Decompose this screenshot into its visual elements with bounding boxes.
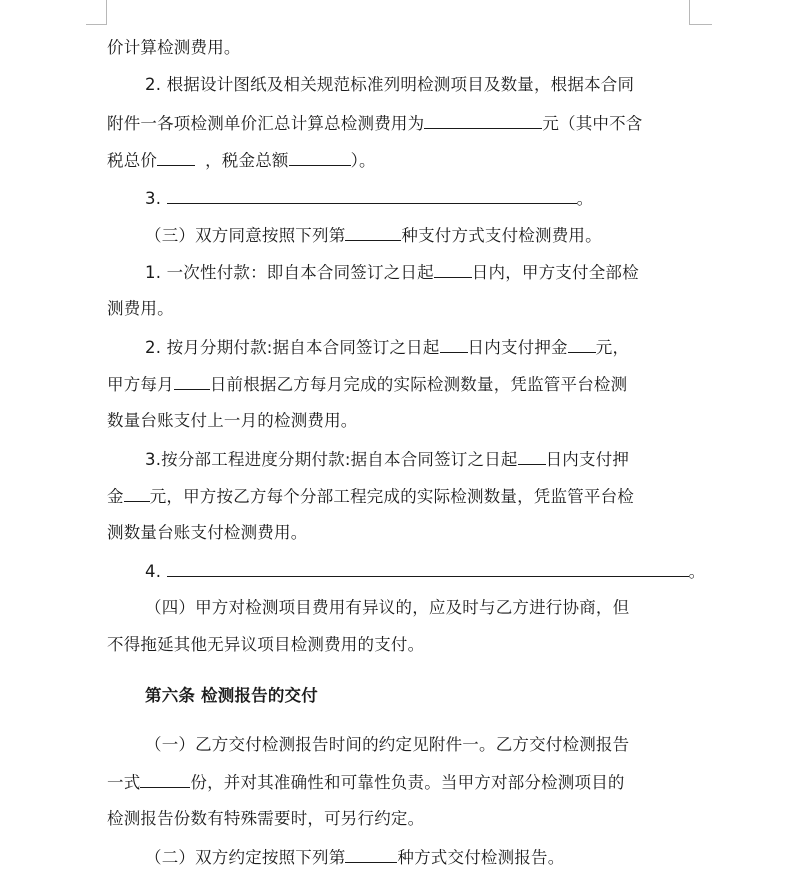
line-text: （二）双方约定按照下列第 <box>145 848 346 867</box>
line-text: 元（其中不含 <box>542 114 643 133</box>
line-text: 一式 <box>107 773 141 792</box>
line-text: 种支付方式支付检测费用。 <box>401 226 602 245</box>
fill-in-blank <box>345 845 397 863</box>
paragraph-line <box>107 484 634 509</box>
paragraph-line <box>107 148 376 173</box>
line-text: 4. <box>145 562 167 581</box>
line-text: 甲方每月 <box>107 375 174 394</box>
line-text: 。 <box>576 189 594 208</box>
fill-in-blank <box>124 484 150 502</box>
paragraph-line <box>145 845 564 870</box>
line-text: ，税金总额 <box>205 151 289 170</box>
paragraph-line <box>145 186 593 211</box>
line-text: 1. 一次性付款：即自本合同签订之日起 <box>145 263 434 282</box>
paragraph-line: 测费用。 <box>107 299 174 318</box>
paragraph-line: 测数量台账支付检测费用。 <box>107 523 308 542</box>
line-text: 日前根据乙方每月完成的实际检测数量，凭监管平台检测 <box>209 375 628 394</box>
fill-in-blank <box>424 111 542 129</box>
line-text: 份，并对其准确性和可靠性负责。当甲方对部分检测项目的 <box>190 773 625 792</box>
line-text: 元， <box>595 338 630 357</box>
paragraph-line: （一）乙方交付检测报告时间的约定见附件一。乙方交付检测报告 <box>145 735 630 754</box>
line-text: 金 <box>107 487 124 506</box>
paragraph-line <box>107 111 643 136</box>
paragraph-line <box>107 372 627 397</box>
fill-in-blank <box>140 770 190 788</box>
fill-in-blank <box>568 335 596 353</box>
fill-in-blank <box>289 148 351 166</box>
line-text: 日内支付押 <box>545 450 630 469</box>
line-text: ）。 <box>350 151 376 170</box>
paragraph-line <box>145 223 602 248</box>
paragraph-line <box>145 335 629 360</box>
fill-in-blank <box>434 260 472 278</box>
fill-in-blank <box>167 559 689 577</box>
paragraph-line: （四）甲方对检测项目费用有异议的，应及时与乙方进行协商，但 <box>145 598 630 617</box>
line-text: （三）双方同意按照下列第 <box>145 226 346 245</box>
line-text: 3. <box>145 189 167 208</box>
fill-in-blank <box>345 223 401 241</box>
line-text: 日内，甲方支付全部检 <box>471 263 639 282</box>
paragraph-line: 检测报告份数有特殊需要时，可另行约定。 <box>107 809 425 828</box>
paragraph-line <box>145 559 705 584</box>
section-heading: 第六条 检测报告的交付 <box>145 686 318 705</box>
fill-in-blank <box>518 447 546 465</box>
line-text: 种方式交付检测报告。 <box>397 848 565 867</box>
line-text: 。 <box>688 562 706 581</box>
line-text: 3.按分部工程进度分期付款:据自本合同签订之日起 <box>145 450 518 469</box>
line-text: 2. 按月分期付款:据自本合同签订之日起 <box>145 338 440 357</box>
paragraph-line: 价计算检测费用。 <box>107 38 241 57</box>
fill-in-blank <box>167 186 577 204</box>
line-text: 税总价 <box>107 151 158 170</box>
paragraph-line: 数量台账支付上一月的检测费用。 <box>107 411 358 430</box>
line-text: 元，甲方按乙方每个分部工程完成的实际检测数量，凭监管平台检 <box>149 487 635 506</box>
fill-in-blank <box>174 372 210 390</box>
line-text: 附件一各项检测单价汇总计算总检测费用为 <box>107 114 425 133</box>
paragraph-line <box>145 447 629 472</box>
line-text: 日内支付押金 <box>467 338 568 357</box>
paragraph-line <box>107 770 625 795</box>
paragraph-line: 2. 根据设计图纸及相关规范标准列明检测项目及数量，根据本合同 <box>145 75 635 94</box>
paragraph-line: 不得拖延其他无异议项目检测费用的支付。 <box>107 635 425 654</box>
page-corner-mark-right <box>689 0 712 25</box>
page-corner-mark-left <box>86 0 107 25</box>
paragraph-line <box>145 260 639 285</box>
fill-in-blank <box>440 335 468 353</box>
fill-in-blank <box>157 148 195 166</box>
